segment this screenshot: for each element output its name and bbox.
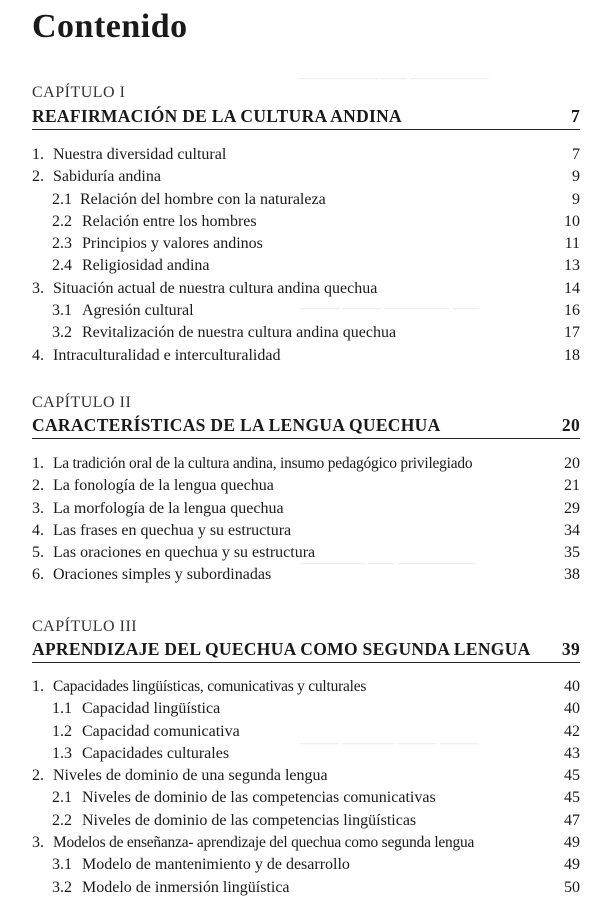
entry-page-number: 40 [564,678,580,695]
entry-title: Intraculturalidad e interculturalidad [53,346,281,364]
chapter-title: APRENDIZAJE DEL QUECHUA COMO SEGUNDA LENGUA [32,639,531,659]
chapter-title: CARACTERÍSTICAS DE LA LENGUA QUECHUA [32,415,441,435]
toc-subentry[interactable] [32,789,580,811]
entry-title: Revitalización de nuestra cultura andina quechua [82,324,397,342]
entry-title: La fonología de la lengua quechua [53,477,274,495]
entry-number: 1. [32,146,44,163]
toc-subentry[interactable] [32,723,580,745]
entry-page-number: 16 [564,302,580,320]
entry-number: 1. [32,455,44,472]
entry-number: 3. [32,279,44,297]
bleed-through-line: ——— ———— ——— ——— [300,735,479,750]
chapter-label: CAPÍTULO I [32,84,126,101]
chapter-label: CAPÍTULO II [32,394,132,411]
entry-number: 2. [32,168,44,186]
entry-title: Oraciones simples y subordinadas [53,566,272,584]
entry-number: 1. [32,678,44,695]
entry-page-number: 40 [564,700,580,718]
toc-subentry[interactable] [32,257,580,279]
entry-title: Situación actual de nuestra cultura andina quechua [53,279,378,297]
entry-title: Relación entre los hombres [82,212,257,230]
entry-number: 2.1 [52,190,72,208]
toc-subentry[interactable] [32,856,580,878]
entry-page-number: 45 [564,767,580,785]
entry-number: 2.1 [52,789,72,807]
toc-entry[interactable] [32,477,580,499]
entry-number: 3.1 [52,856,72,874]
entry-page-number: 35 [564,544,580,562]
entry-title: Capacidad lingüística [82,700,221,718]
entry-number: 3. [32,499,44,517]
toc-entry[interactable] [32,767,580,789]
toc-subentry[interactable] [32,302,580,324]
chapter-page-number: 20 [561,415,580,435]
entry-number: 2.4 [52,257,72,275]
entry-page-number: 9 [572,168,580,186]
toc-entry[interactable] [32,168,580,190]
toc-entry[interactable] [32,455,580,477]
entry-number: 2.3 [52,235,72,253]
entry-page-number: 13 [564,257,580,275]
entry-page-number: 18 [564,346,580,364]
entry-number: 5. [32,544,44,562]
entry-title: Capacidad comunicativa [82,722,240,740]
chapter-heading[interactable] [32,103,580,130]
entry-title: Capacidades lingüísticas, comunicativas y culturales [53,678,367,695]
entry-number: 4. [32,521,44,539]
entry-number: 1.2 [52,722,72,740]
entry-page-number: 20 [564,455,580,472]
chapter-label: CAPÍTULO III [32,618,138,635]
toc-entry[interactable] [32,566,580,588]
toc-entry-list [32,455,580,589]
toc-subentry[interactable] [32,235,580,257]
toc-entry[interactable] [32,834,580,856]
chapter-page-number: 39 [561,639,580,659]
entry-page-number: 49 [564,834,580,852]
entry-title: Las frases en quechua y su estructura [53,521,292,539]
toc-subentry[interactable] [32,812,580,834]
entry-page-number: 42 [564,722,580,740]
entry-title: Modelo de inmersión lingüística [82,878,290,896]
entry-title: Capacidades culturales [82,744,230,762]
toc-subentry[interactable] [32,213,580,235]
entry-page-number: 7 [572,146,580,163]
entry-number: 3.2 [52,324,72,342]
toc-entry[interactable] [32,280,580,302]
entry-page-number: 10 [564,212,580,230]
entry-title: Niveles de dominio de las competencias comunicativas [82,789,436,807]
toc-entry-list [32,678,580,901]
toc-entry[interactable] [32,500,580,522]
entry-page-number: 9 [572,190,580,208]
entry-title: Niveles de dominio de una segunda lengua [53,767,328,785]
entry-title: Las oraciones en quechua y su estructura [53,544,316,562]
chapter-page-number: 7 [570,106,580,126]
entry-number: 6. [32,566,44,584]
page-title: Contenido [32,8,188,45]
entry-title: Agresión cultural [82,302,194,320]
entry-page-number: 14 [564,279,580,297]
entry-title: Niveles de dominio de las competencias lingüísticas [82,811,417,829]
toc-entry[interactable] [32,544,580,566]
toc-subentry[interactable] [32,879,580,901]
chapter-heading[interactable] [32,412,580,439]
bleed-through-line: ——— ——— ————— —— [300,300,479,315]
toc-subentry[interactable] [32,324,580,346]
entry-page-number: 11 [564,235,580,253]
entry-page-number: 17 [564,324,580,342]
bleed-through-line: ————— —— —————— [300,555,476,570]
entry-title: Sabiduría andina [53,168,161,186]
entry-number: 4. [32,346,44,364]
entry-page-number: 34 [564,521,580,539]
entry-number: 3.2 [52,878,72,896]
entry-page-number: 38 [564,566,580,584]
entry-page-number: 45 [564,789,580,807]
entry-title: La morfología de la lengua quechua [53,499,284,517]
toc-subentry[interactable] [32,745,580,767]
entry-number: 1.3 [52,744,72,762]
entry-title: La tradición oral de la cultura andina, insumo pedagógico privilegiado [53,455,473,472]
toc-entry[interactable] [32,347,580,369]
entry-number: 3. [32,834,44,852]
bleed-through-line: —————— —— —————— [300,70,489,85]
entry-page-number: 47 [564,811,580,829]
entry-number: 1.1 [52,700,72,718]
entry-title: Modelos de enseñanza- aprendizaje del quechua como segunda lengua [53,834,475,852]
toc-entry[interactable] [32,678,580,700]
entry-number: 2.2 [52,212,72,230]
entry-page-number: 43 [564,744,580,762]
entry-title: Religiosidad andina [82,257,210,275]
chapter-heading[interactable] [32,636,580,663]
toc-subentry[interactable] [32,700,580,722]
entry-title: Relación del hombre con la naturaleza [80,190,326,208]
toc-subentry[interactable] [32,191,580,213]
entry-number: 2. [32,477,44,495]
entry-title: Principios y valores andinos [82,235,263,253]
toc-entry[interactable] [32,146,580,168]
entry-page-number: 21 [564,477,580,495]
entry-title: Modelo de mantenimiento y de desarrollo [82,856,350,874]
entry-page-number: 29 [564,499,580,517]
entry-number: 3.1 [52,302,72,320]
toc-entry-list [32,146,580,369]
toc-entry[interactable] [32,522,580,544]
chapter-title: REAFIRMACIÓN DE LA CULTURA ANDINA [32,106,402,126]
entry-page-number: 50 [564,878,580,896]
entry-title: Nuestra diversidad cultural [53,146,227,163]
entry-number: 2.2 [52,811,72,829]
entry-number: 2. [32,767,44,785]
entry-page-number: 49 [564,856,580,874]
